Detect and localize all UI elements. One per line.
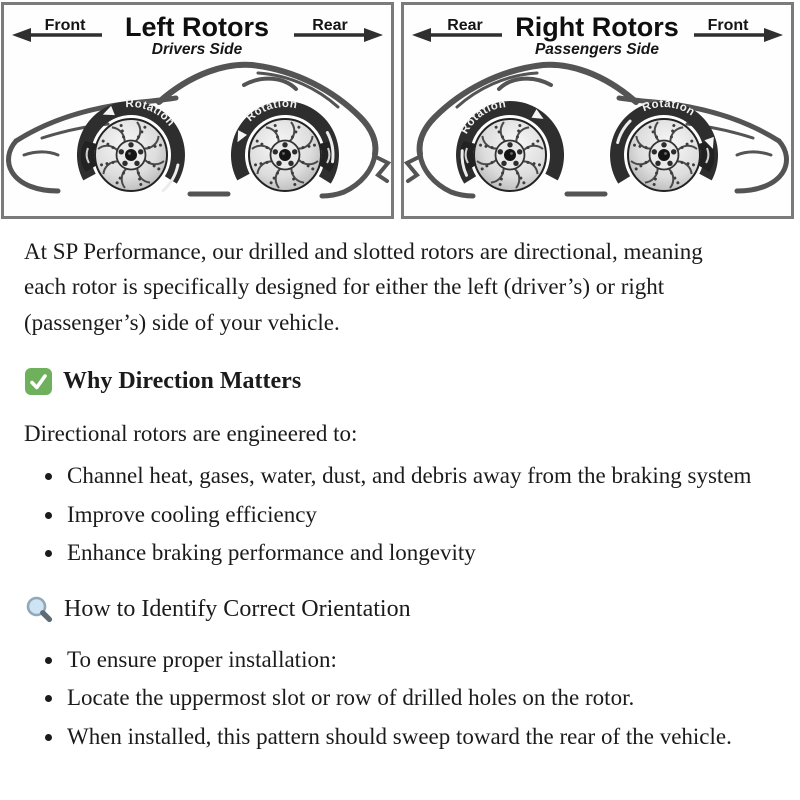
list-item: • Improve cooling efficiency xyxy=(65,498,773,533)
rear-direction-arrow xyxy=(294,17,383,42)
rotation-label: Rotation xyxy=(125,97,177,129)
rear-label: Rear xyxy=(312,17,348,34)
left-rotors-panel xyxy=(1,2,394,219)
lead-paragraph: Directional rotors are engineered to: xyxy=(24,421,358,447)
installation-list xyxy=(24,643,776,755)
left-arrow-icon xyxy=(12,28,31,42)
list-item: • Channel heat, gases, water, dust, and debris away from the braking system xyxy=(65,459,773,494)
heading-text: How to Identify Correct Orientation xyxy=(64,596,411,623)
check-mark-icon xyxy=(24,367,53,396)
rotation-label: Rotation xyxy=(458,98,508,137)
intro-paragraph: At SP Performance, our drilled and slotted rotors are directional, meaning each rotor is specifically designed for either the left (driver’s) or right (passenger’s) side of your vehicle. xyxy=(24,239,703,335)
right-rotors-panel xyxy=(401,2,794,219)
identify-orientation-heading xyxy=(24,595,776,625)
rotor-direction-diagram xyxy=(0,0,800,219)
magnifying-glass-icon xyxy=(24,595,54,625)
why-direction-matters-heading xyxy=(24,367,776,396)
article-body xyxy=(0,234,800,754)
panel-subtitle: Passengers Side xyxy=(534,41,660,58)
left-arrow-icon xyxy=(412,28,431,42)
list-item: • Enhance braking performance and longevity xyxy=(65,536,773,571)
front-direction-arrow xyxy=(12,17,102,42)
car-silhouette-left xyxy=(9,65,388,196)
rotation-label: Rotation xyxy=(640,97,697,119)
right-rotors-illustration xyxy=(404,5,791,216)
front-label: Front xyxy=(707,17,749,34)
list-item: • Locate the uppermost slot or row of drilled holes on the rotor. xyxy=(65,681,773,716)
heading-text: Why Direction Matters xyxy=(63,368,302,395)
right-arrow-icon xyxy=(364,28,383,42)
panel-title: Left Rotors xyxy=(125,12,269,42)
list-item: • When installed, this pattern should sweep toward the rear of the vehicle. xyxy=(65,720,773,755)
left-rotors-illustration xyxy=(4,5,391,216)
list-item: • To ensure proper installation: xyxy=(65,643,773,678)
right-arrow-icon xyxy=(764,28,783,42)
rotation-label: Rotation xyxy=(244,97,299,125)
front-direction-arrow xyxy=(694,17,783,42)
front-label: Front xyxy=(44,17,86,34)
rear-label: Rear xyxy=(447,17,483,34)
panel-subtitle: Drivers Side xyxy=(151,41,243,58)
benefits-list xyxy=(24,459,776,571)
rear-direction-arrow xyxy=(412,17,502,42)
panel-title: Right Rotors xyxy=(515,12,679,42)
